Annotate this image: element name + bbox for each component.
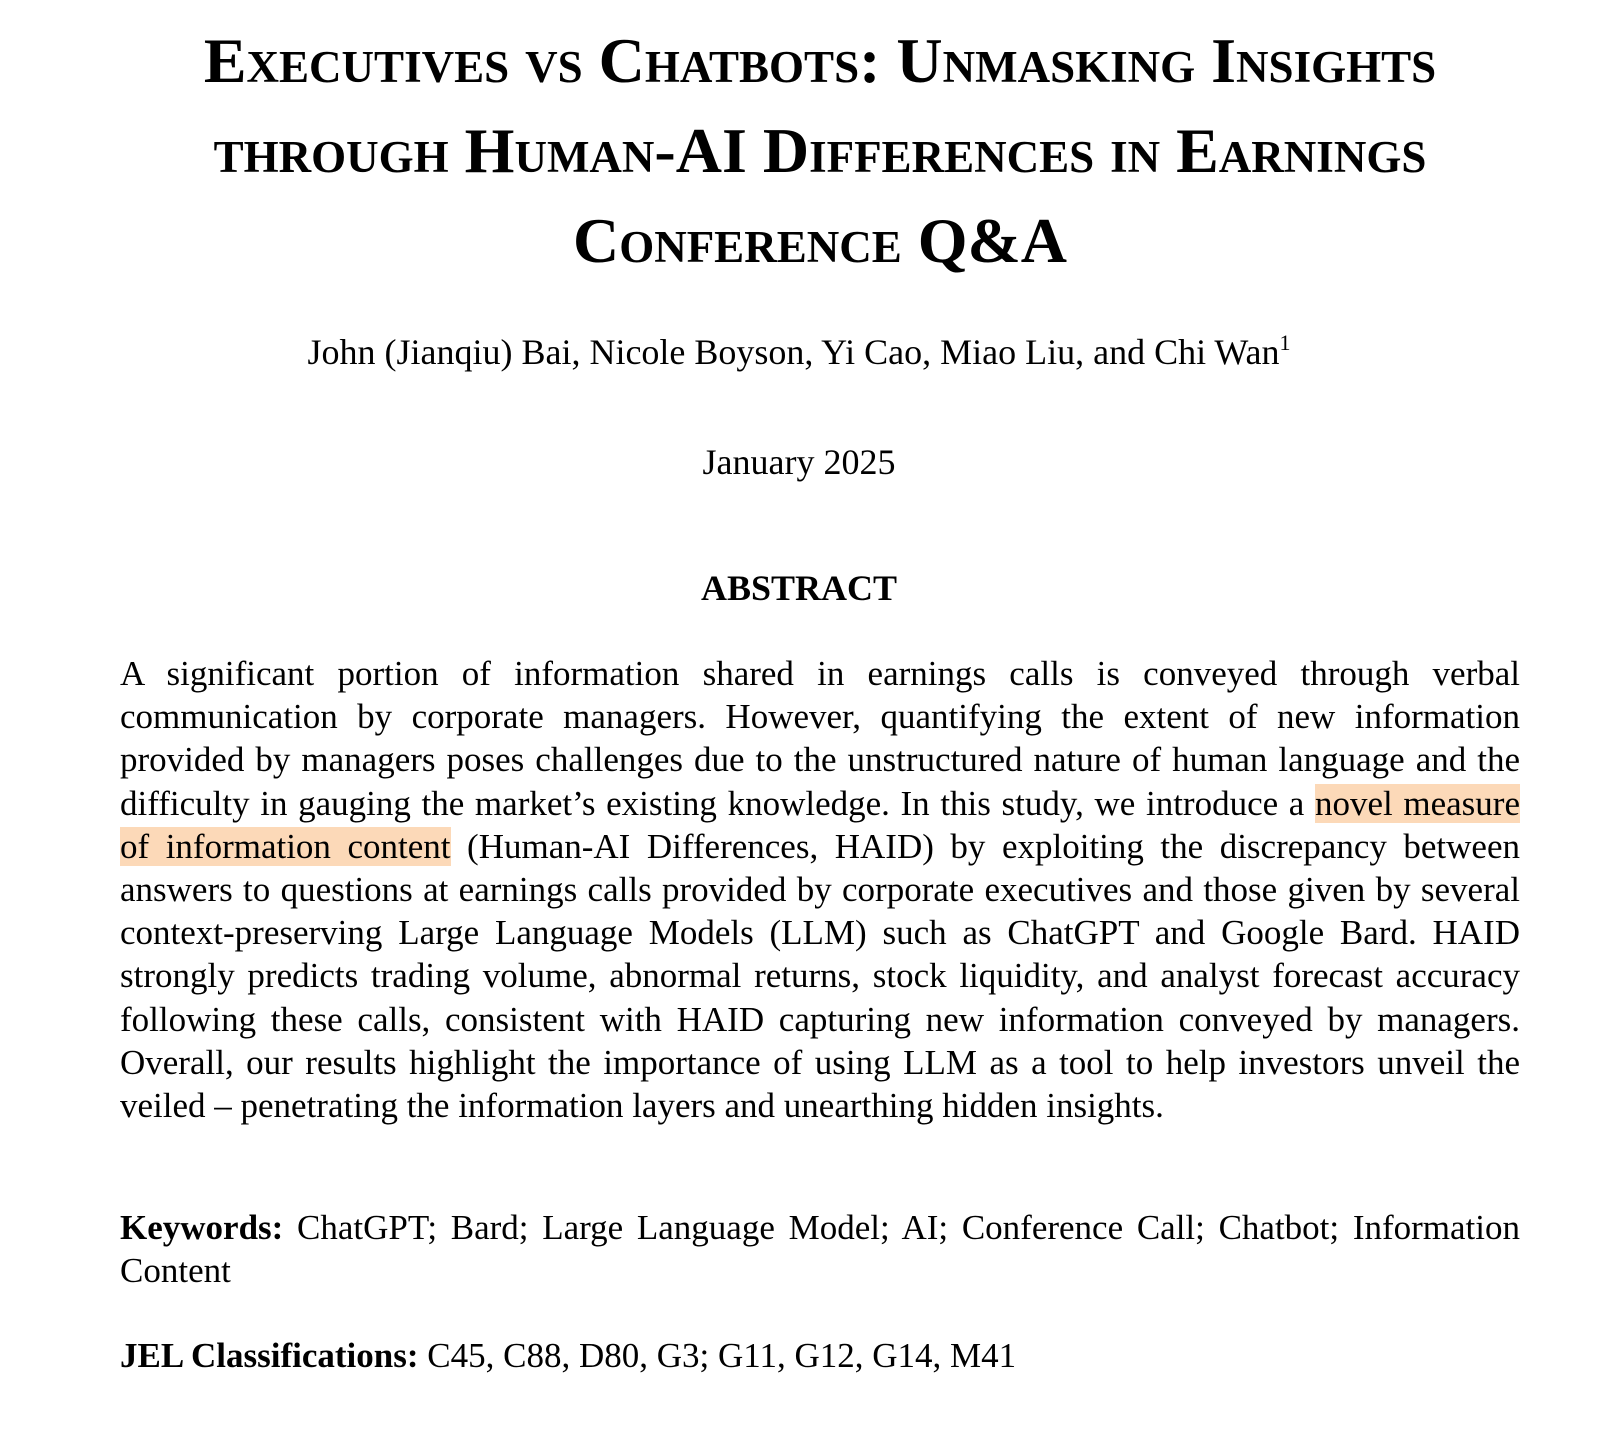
paper-title: [60, 16, 1580, 286]
author-footnote-mark[interactable]: 1: [1279, 330, 1291, 355]
title-line: Conference Q&A: [572, 205, 1068, 276]
jel-value: C45, C88, D80, G3; G11, G12, G14, M41: [427, 1336, 1017, 1375]
highlighted-phrase[interactable]: novel measure of information content: [120, 783, 1520, 866]
keywords-value: ChatGPT; Bard; Large Language Model; AI; Conference Call; Chatbot; Information Content: [120, 1208, 1521, 1291]
author-names: John (Jianqiu) Bai, Nicole Boyson, Yi Cao, Miao Liu, and Chi Wan: [307, 332, 1280, 372]
abstract-heading: ABSTRACT: [700, 568, 898, 608]
keywords-label: Keywords:: [120, 1208, 284, 1247]
author-list: [0, 330, 1598, 374]
abstract-body: [120, 652, 1520, 1127]
title-line: Executives vs Chatbots: Unmasking Insights: [203, 25, 1437, 96]
title-line: through Human-AI Differences in Earnings: [213, 115, 1427, 186]
abstract-text-start: A significant portion of information shared in earnings calls is conveyed through verbal communication by corporate managers. However, quantifying the extent of new information provided by managers poses challenges due to the unstructured nature of human language and the difficulty in gauging the market’s existing knowledge. In this study, we introduce a: [120, 654, 1520, 823]
abstract-text-end: (Human-AI Differences, HAID) by exploiting the discrepancy between answers to questions at earnings calls provided by corporate executives and those given by several context-preserving Large Language Models (LLM) such as ChatGPT and Google Bard. HAID strongly predicts trading volume, abnormal returns, stock liquidity, and analyst forecast accuracy following these calls, consistent with HAID capturing new information conveyed by managers. Overall, our results highlight the importance of using LLM as a tool to help investors unveil the veiled – penetrating the information layers and unearthing hidden insights.: [120, 826, 1520, 1126]
jel-section: [120, 1334, 1520, 1377]
jel-label: JEL Classifications:: [120, 1336, 419, 1375]
publication-date: January 2025: [702, 442, 896, 482]
keywords-section: [120, 1206, 1520, 1292]
